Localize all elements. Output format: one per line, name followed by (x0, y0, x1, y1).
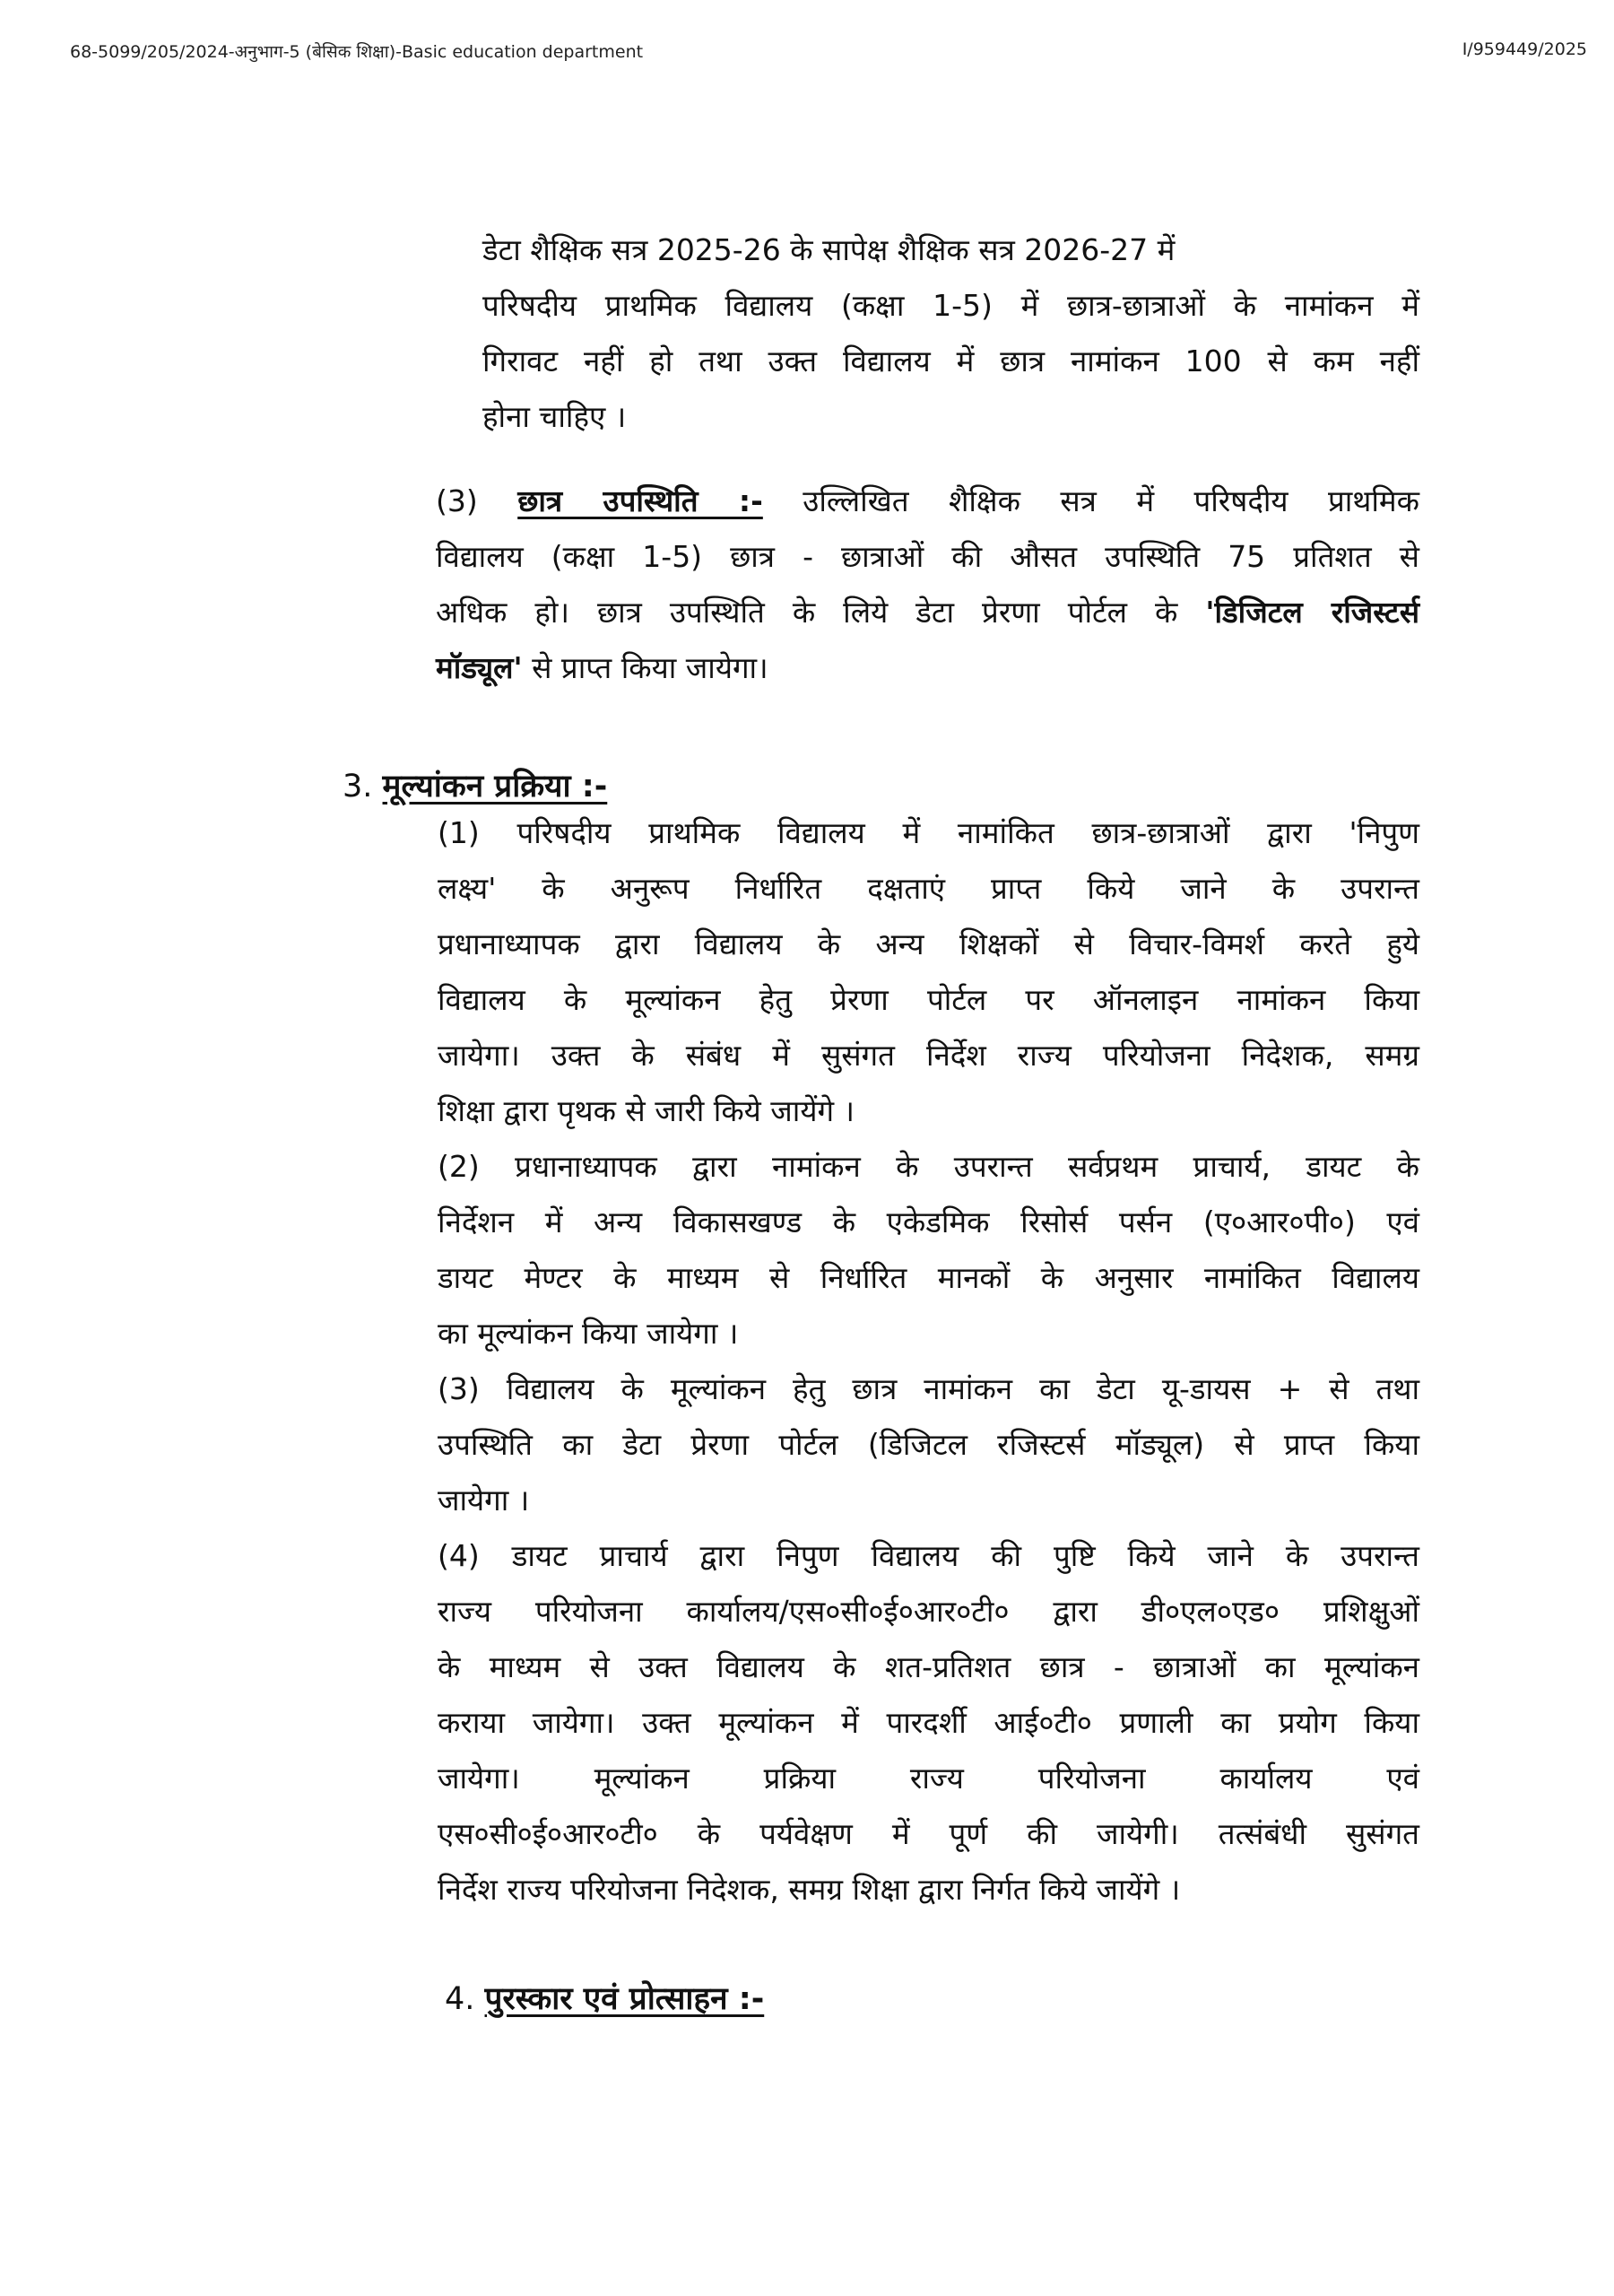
item-number: (3) (436, 483, 518, 518)
section-number: 4. (445, 1981, 485, 2017)
text-span: उल्लिखित शैक्षिक सत्र में परिषदीय प्राथमिक (762, 483, 1420, 518)
text-line: परिषदीय प्राथमिक विद्यालय (कक्षा 1-5) में छात्र-छात्राओं के नामांकन में (482, 288, 1419, 323)
list-item (438, 1528, 1419, 1918)
text-line: राज्य परियोजना कार्यालय/एस०सी०ई०आर०टी० द्वारा डी०एल०एड० प्रशिक्षुओं (438, 1594, 1419, 1629)
text-line: निर्देशन में अन्य विकासखण्ड के एकेडमिक रिसोर्स पर्सन (ए०आर०पी०) एवं (438, 1205, 1419, 1239)
text-line (436, 585, 1419, 640)
document-id: I/959449/2025 (1462, 39, 1587, 59)
list-item (438, 1139, 1419, 1361)
paragraph-attendance (436, 474, 1419, 696)
file-reference: 68-5099/205/2024-अनुभाग-5 (बेसिक शिक्षा)-Basic education department (70, 42, 644, 62)
text-line: जायेगा। उक्त के संबंध में सुसंगत निर्देश राज्य परियोजना निदेशक, समग्र (438, 1038, 1419, 1073)
text-line (436, 474, 1419, 529)
attendance-heading: छात्र उपस्थिति :- (517, 483, 763, 518)
text-line: गिरावट नहीं हो तथा उक्त विद्यालय में छात्र नामांकन 100 से कम नहीं (482, 344, 1419, 378)
text-line: डायट मेण्टर के माध्यम से निर्धारित मानकों के अनुसार नामांकित विद्यालय (438, 1260, 1419, 1295)
text-line (436, 640, 1419, 696)
text-line: निर्देश राज्य परियोजना निदेशक, समग्र शिक्षा द्वारा निर्गत किये जायेंगे । (438, 1872, 1181, 1907)
text-line: प्रधानाध्यापक द्वारा विद्यालय के अन्य शिक्षकों से विचार-विमर्श करते हुये (438, 926, 1419, 961)
section-3-body (438, 805, 1419, 1918)
text-line: जायेगा। मूल्यांकन प्रक्रिया राज्य परियोजना कार्यालय एवं (438, 1761, 1419, 1796)
text-line: विद्यालय के मूल्यांकन हेतु प्रेरणा पोर्टल पर ऑनलाइन नामांकन किया (438, 982, 1419, 1017)
text-line: (2) प्रधानाध्यापक द्वारा नामांकन के उपरान्त सर्वप्रथम प्राचार्य, डायट के (438, 1149, 1419, 1184)
text-line: विद्यालय (कक्षा 1-5) छात्र - छात्राओं की औसत उपस्थिति 75 प्रतिशत से (436, 539, 1419, 574)
text-span: अधिक हो। छात्र उपस्थिति के लिये डेटा प्रेरणा पोर्टल के (436, 595, 1206, 630)
text-line: (3) विद्यालय के मूल्यांकन हेतु छात्र नामांकन का डेटा यू-डायस + से तथा (438, 1371, 1419, 1406)
text-line: के माध्यम से उक्त विद्यालय के शत-प्रतिशत छात्र - छात्राओं का मूल्यांकन (438, 1649, 1419, 1684)
text-line: लक्ष्य' के अनुरूप निर्धारित दक्षताएं प्राप्त किये जाने के उपरान्त (438, 871, 1419, 906)
text-line: (4) डायट प्राचार्य द्वारा निपुण विद्यालय की पुष्टि किये जाने के उपरान्त (438, 1538, 1419, 1573)
text-line: डेटा शैक्षिक सत्र 2025-26 के सापेक्ष शैक्षिक सत्र 2026-27 में (482, 232, 1176, 267)
list-item (438, 805, 1419, 1139)
text-line: जायेगा । (438, 1483, 530, 1518)
section-4-heading (445, 1971, 764, 2027)
list-item (438, 1361, 1419, 1528)
paragraph-enrolment (482, 222, 1419, 445)
text-line: कराया जायेगा। उक्त मूल्यांकन में पारदर्शी आई०टी० प्रणाली का प्रयोग किया (438, 1705, 1419, 1740)
text-line: का मूल्यांकन किया जायेगा । (438, 1316, 739, 1351)
text-span: से प्राप्त किया जायेगा। (522, 650, 768, 685)
text-line: एस०सी०ई०आर०टी० के पर्यवेक्षण में पूर्ण की जायेगी। तत्संबंधी सुसंगत (438, 1816, 1419, 1851)
text-line: (1) परिषदीय प्राथमिक विद्यालय में नामांकित छात्र-छात्राओं द्वारा 'निपुण (438, 815, 1419, 850)
section-title: पुरस्कार एवं प्रोत्साहन :- (484, 1981, 765, 2017)
section-title: मूल्यांकन प्रक्रिया :- (382, 769, 608, 804)
text-line: होना चाहिए । (482, 399, 627, 434)
text-line: शिक्षा द्वारा पृथक से जारी किये जायेंगे । (438, 1093, 855, 1128)
module-name-bold: मॉड्यूल' (436, 650, 523, 685)
section-number: 3. (343, 769, 383, 804)
module-name-bold: 'डिजिटल रजिस्टर्स (1205, 595, 1420, 630)
text-line: उपस्थिति का डेटा प्रेरणा पोर्टल (डिजिटल रजिस्टर्स मॉड्यूल) से प्राप्त किया (438, 1427, 1419, 1462)
